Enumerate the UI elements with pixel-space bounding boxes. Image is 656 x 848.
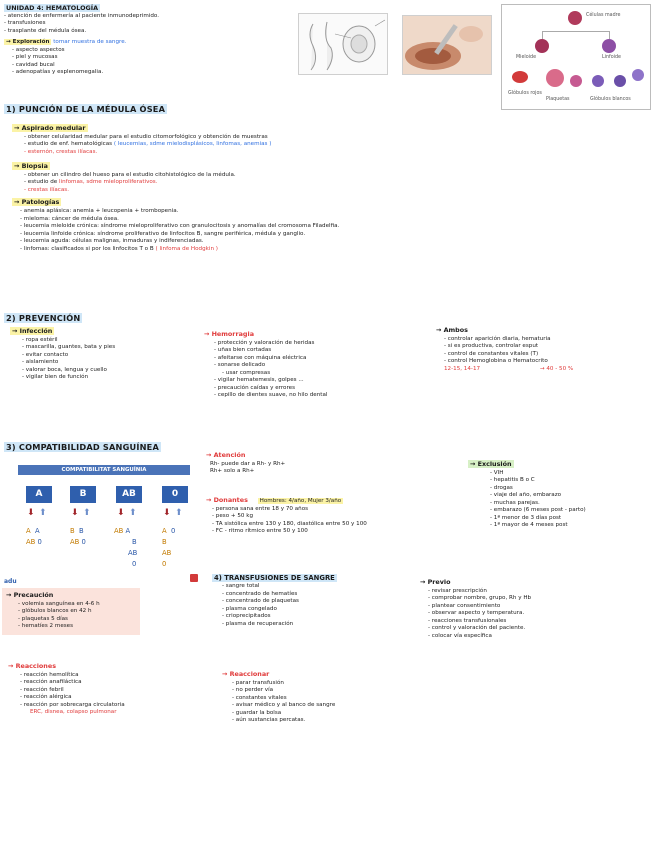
hemorragia-item: - vigilar hematemesis, golpes ... (214, 377, 304, 384)
intro-line: - trasplante del médula ósea. (4, 27, 87, 34)
previo-item: - revisar prescripción (428, 587, 487, 594)
exclusion-item: - embarazo (6 meses post - parto) (490, 507, 586, 514)
donantes-block (206, 496, 367, 536)
abo-col-a (26, 526, 42, 548)
patologia-item: - leucemia mieloide crónica: síndrome mieloproliferativo con granulocitosis y anomalías del cromosoma Filadelfia. (20, 223, 340, 230)
ambos-red-left: 12-15, 14-17 (444, 365, 481, 372)
exploracion-item: - piel y mucosas (12, 54, 58, 61)
exploracion-note: tomar muestra de sangre. (53, 39, 127, 46)
needle-biopsy-photo (402, 15, 492, 75)
exclusion-item: - 1ª menor de 3 días post (490, 514, 562, 521)
donantes-item: - persona sana entre 18 y 70 años (212, 505, 309, 512)
exclusion-item: - drogas (490, 484, 513, 491)
exclusion-item: - viaje del año, embarazo (490, 492, 562, 499)
abo-value: AB (114, 527, 124, 535)
infeccion-item: - vigilar bien de función (22, 374, 89, 381)
lymphocyte-icon (614, 75, 626, 87)
previo-item: - reacciones transfusionales (428, 617, 507, 624)
lymphoid-cell-icon (602, 39, 616, 53)
infeccion-item: - ropa estéril (22, 336, 58, 343)
blood-type-0: 0 (162, 486, 188, 503)
abo-value: 0 (37, 538, 42, 546)
reacciones-block (8, 662, 125, 717)
donate-arrow-icon: ⬇ (163, 508, 171, 518)
infeccion-label: → Infección (12, 327, 53, 335)
exclusion-block (468, 460, 586, 530)
reacciones-label: → Reacciones (8, 662, 56, 670)
reaccion-red-note: ERC, disnea, colapso pulmonar (30, 709, 117, 716)
infeccion-item: - aislamiento (22, 359, 59, 366)
reaccion-item: - reacción por sobrecarga circulatoria (20, 701, 125, 708)
monocyte-icon (632, 69, 644, 81)
infeccion-block (10, 327, 115, 382)
intro-title: UNIDAD 4: HEMATOLOGÍA (6, 4, 99, 12)
reaccion-item: - reacción anafiláctica (20, 679, 82, 686)
abo-chart-title: COMPATIBILITAT SANGUÍNIA (18, 465, 190, 475)
reaccionar-item: - aún sustancias percatas. (232, 717, 306, 724)
reaccionar-label: → Reaccionar (222, 670, 270, 678)
ambos-label: → Ambos (436, 326, 468, 334)
hemorragia-item: - precaución caídas y errores (214, 384, 295, 391)
abo-value: A (162, 527, 167, 535)
patologia-item: - linfomas: clasificados si por los linfocitos T o B (20, 245, 154, 252)
aspirado-line: - estudio de enf. hematológicas (24, 141, 113, 148)
exclusion-label: → Exclusión (470, 460, 512, 468)
hemorragia-item: - uñas bien cortadas (214, 347, 272, 354)
myeloid-cell-icon (535, 39, 549, 53)
transfusion-item: - sangre total (222, 583, 260, 590)
hemorragia-label: → Hemorragia (204, 330, 255, 338)
abo-value: B (162, 538, 167, 546)
ambos-block (436, 326, 573, 373)
transfusion-item: - crioprecipitados (222, 613, 271, 620)
abo-value: B (79, 527, 84, 535)
biopsia-label: → Biopsia (14, 162, 48, 171)
ambos-item: - si es productiva, controlar esput (444, 343, 539, 350)
abo-value: AB (162, 549, 172, 557)
ambos-item: - control de constantes vitales (T) (444, 350, 539, 357)
reaccionar-item: - avisar médico y al banco de sangre (232, 702, 336, 709)
abo-value: A (26, 527, 31, 535)
biopsia-red-note: - crestas ilíacas. (24, 186, 70, 193)
aspirado-red-note: - esternón, crestas ilíacas. (24, 148, 98, 155)
abo-value: B (70, 527, 75, 535)
bone-marrow-illustration (298, 13, 388, 75)
abo-value: 0 (81, 538, 86, 546)
exploracion-label: → Exploración (6, 39, 50, 46)
abo-col-b (70, 526, 86, 548)
reaccionar-item: - constantes vitales (232, 694, 287, 701)
blood-type-a: A (26, 486, 52, 503)
abo-value: AB (70, 538, 80, 546)
reaccionar-item: - guardar la bolsa (232, 709, 282, 716)
transfusion-item: - concentrado de hematíes (222, 590, 298, 597)
hematopoiesis-diagram (501, 4, 651, 110)
abo-value: 0 (170, 527, 176, 535)
abo-col-0 (162, 526, 175, 570)
receive-arrow-icon: ⬆ (83, 508, 91, 518)
diagram-label: Glóbulos rojos (508, 91, 542, 96)
atencion-block (206, 451, 285, 476)
donantes-note: Hombres: 4/año, Mujer 3/año (259, 498, 342, 504)
abo-value: AB (128, 549, 138, 557)
patologia-item: - leucemia aguda: células malignas, inmaduras y indiferenciadas. (20, 238, 204, 245)
platelet-cell-icon (546, 69, 564, 87)
previo-item: - control y valoración del paciente. (428, 625, 526, 632)
transfusion-item: - plasma de recuperación (222, 620, 294, 627)
infeccion-item: - evitar contacto (22, 351, 69, 358)
previo-item: - colocar vía específica (428, 632, 492, 639)
patologia-item: - leucemia linfoide crónica: síndrome proliferativo de linfocitos B, sangre periférica, médula y ganglio. (20, 230, 306, 237)
precaucion-item: - glóbulos blancos en 42 h (18, 608, 92, 615)
previo-item: - plantear consentimiento (428, 602, 501, 609)
biopsia-line: - estudio de (24, 179, 58, 186)
hemorragia-item: - usar compresas (222, 369, 271, 376)
section-1 (4, 104, 339, 253)
donantes-label: → Donantes (206, 496, 248, 504)
precaucion-item: - hematíes 2 meses (18, 623, 74, 630)
previo-label: → Previo (420, 578, 451, 586)
patologias-label: → Patologías (14, 198, 60, 207)
donantes-item: - TA sistólica entre 130 y 180, diastólica entre 50 y 100 (212, 520, 367, 527)
exploracion-item: - cavidad bucal (12, 61, 55, 68)
transfusion-item: - plasma congelado (222, 605, 277, 612)
precaucion-item: - volemia sanguínea en 4-6 h (18, 600, 100, 607)
abo-value: B (132, 538, 137, 546)
abo-value: 0 (132, 560, 137, 568)
lymphocyte-icon (592, 75, 604, 87)
ambos-item: - controlar aparición diaria, hematuria (444, 335, 551, 342)
ambos-item: - control Hemoglobina o Hematocrito (444, 358, 548, 365)
donantes-item: - peso + 50 kg (212, 513, 254, 520)
ambos-red-right: → 40 - 50 % (539, 365, 574, 372)
previo-item: - observar aspecto y temperatura. (428, 610, 525, 617)
section-4 (212, 574, 337, 628)
atencion-line: Rh- puede dar a Rh- y Rh+ (210, 460, 286, 467)
receive-arrow-icon: ⬆ (129, 508, 137, 518)
stem-cell-icon (568, 11, 582, 25)
intro-line: - transfusiones (4, 20, 46, 27)
transfusion-item: - concentrado de plaquetas (222, 598, 299, 605)
diagram-top-label: Células madre (586, 13, 621, 18)
section-1-title: 1) PUNCIÓN DE LA MÉDULA ÓSEA (6, 104, 166, 114)
abo-compatibility-chart (14, 463, 194, 587)
donantes-item: - FC - ritmo rítmico entre 50 y 100 (212, 528, 308, 535)
aspirado-blue-note: ( leucemias, sdme mielodisplásicos, linfomas, anemias ) (113, 141, 272, 148)
diagram-label: Linfoide (602, 55, 621, 60)
diagram-label: Plaquetas (546, 97, 570, 102)
abo-col-ab (114, 526, 137, 570)
reaccion-item: - reacción hemolítica (20, 671, 79, 678)
diagram-label: Glóbulos blancos (590, 97, 631, 102)
abo-value: AB (26, 538, 36, 546)
abo-value: A (125, 527, 131, 535)
section-4-title: 4) TRANSFUSIONES DE SANGRE (214, 574, 335, 582)
precaucion-block (2, 588, 140, 635)
biopsia-line: - obtener un cilindro del hueso para el estudio citohistológico de la médula. (24, 171, 236, 178)
atencion-label: → Atención (206, 451, 246, 459)
infeccion-item: - valorar boca, lengua y cuello (22, 366, 107, 373)
precaucion-item: - plaquetas 5 días (18, 615, 68, 622)
diagram-label: Mieloide (516, 55, 537, 60)
exploracion-item: - aspecto aspectos (12, 46, 65, 53)
exclusion-item: - hepatitis B o C (490, 477, 535, 484)
donate-arrow-icon: ⬇ (27, 508, 35, 518)
aspirado-label: → Aspirado medular (14, 124, 86, 133)
red-cross-icon (190, 574, 198, 582)
intro-line: - atención de enfermería al paciente inmunodeprimido. (4, 12, 159, 19)
reaccionar-block (222, 670, 335, 725)
section-2-title-wrap (4, 313, 82, 323)
atencion-line: Rh+ solo a Rh+ (210, 468, 255, 475)
hemorragia-block (204, 330, 327, 400)
hemorragia-item: - cepillo de dientes suave, no hilo dental (214, 392, 328, 399)
hemorragia-item: - afeitarse con máquina eléctrica (214, 354, 307, 361)
exploracion-item: - adenopatías y esplenomegalia. (12, 69, 104, 76)
donate-arrow-icon: ⬇ (71, 508, 79, 518)
reaccion-item: - reacción febril (20, 686, 64, 693)
receive-arrow-icon: ⬆ (175, 508, 183, 518)
reaccionar-item: - parar transfusión (232, 679, 284, 686)
reaccion-item: - reacción alérgica (20, 694, 72, 701)
exclusion-item: - VIH (490, 469, 504, 476)
abo-value: 0 (162, 560, 167, 568)
exclusion-item: - 1ª mayor de 4 meses post (490, 522, 568, 529)
donate-arrow-icon: ⬇ (117, 508, 125, 518)
blood-type-ab: AB (116, 486, 142, 503)
exclusion-item: - muchas parejas. (490, 499, 540, 506)
hemorragia-item: - sonarse delicado (214, 362, 266, 369)
patologia-item: - mieloma: cáncer de médula ósea. (20, 215, 119, 222)
receive-arrow-icon: ⬆ (39, 508, 47, 518)
chart-logo: adu (4, 578, 17, 585)
precaucion-label: → Precaución (6, 591, 54, 599)
biopsia-red-inline: linfomas, sdme mieloproliferativos. (58, 179, 158, 186)
patologia-red-note: ( linfoma de Hodgkin ) (155, 245, 218, 252)
reaccionar-item: - no perder vía (232, 687, 274, 694)
abo-value: A (34, 527, 40, 535)
intro-block (4, 4, 159, 77)
previo-item: - comprobar nombre, grupo, Rh y Hb (428, 595, 532, 602)
previo-block (420, 578, 531, 640)
hemorragia-item: - protección y valoración de heridas (214, 339, 315, 346)
patologia-item: - anemia aplásica: anemia + leucopenia + trombopenia. (20, 207, 179, 214)
granulocyte-icon (570, 75, 582, 87)
section-2-title: 2) PREVENCIÓN (6, 313, 81, 323)
aspirado-line: - obtener celularidad medular para el estudio citomorfológico y obtención de muestras (24, 133, 268, 140)
infeccion-item: - mascarilla, guantes, bata y pies (22, 344, 116, 351)
red-cell-icon (512, 71, 528, 83)
blood-type-b: B (70, 486, 96, 503)
section-3-title: 3) COMPATIBILIDAD SANGUÍNEA (6, 442, 159, 452)
section-3-title-wrap (4, 442, 161, 452)
